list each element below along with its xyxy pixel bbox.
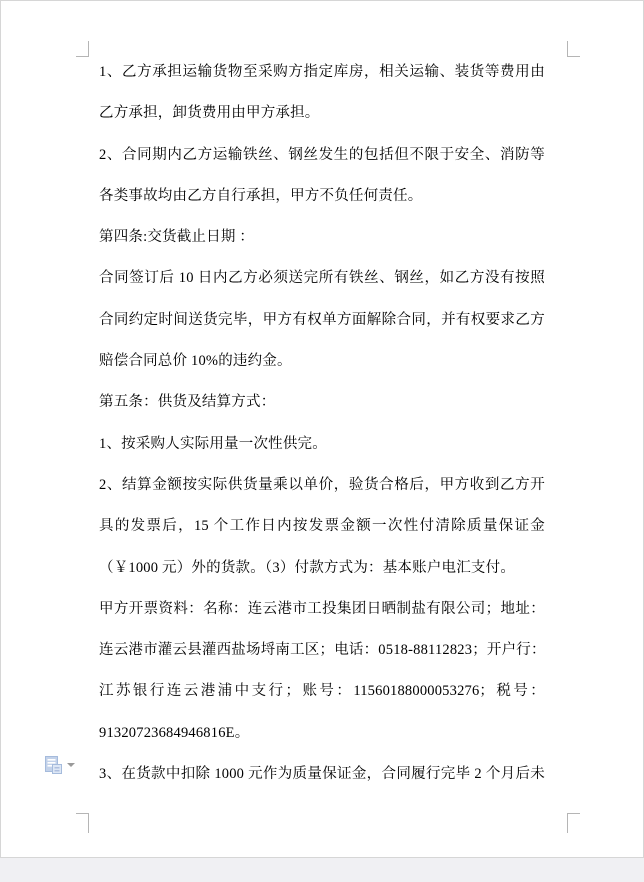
text-line[interactable]: 乙方承担，卸货费用由甲方承担。 [99,105,320,122]
paste-options-button[interactable] [44,754,80,778]
text-line[interactable]: 2、合同期内乙方运输铁丝、钢丝发生的包括但不限于安全、消防等 [99,146,545,163]
text-line[interactable]: 2、结算金额按实际供货量乘以单价，验货合格后，甲方收到乙方开 [99,476,545,493]
clipboard-paste-icon [45,756,64,781]
text-line[interactable]: 甲方开票资料：名称：连云港市工投集团日晒制盐有限公司；地址： [99,600,545,617]
document-text[interactable] [99,52,545,795]
text-line[interactable]: 具的发票后，15 个工作日内按发票金额一次性付清除质量保证金 [99,518,545,535]
text-line[interactable]: 赔偿合同总价 10%的违约金。 [99,353,292,370]
margin-mark-top-left [76,41,89,57]
text-line[interactable]: 1、按采购人实际用量一次性供完。 [99,435,327,452]
text-line[interactable]: 第四条:交货截止日期 ： [99,229,255,246]
text-line[interactable]: 连云港市灌云县灌西盐场埒南工区；电话：0518-88112823；开户行： [99,642,546,659]
text-line[interactable]: 91320723684946816E。 [99,724,250,741]
margin-mark-bottom-left [76,813,89,833]
dropdown-arrow-icon [67,763,75,767]
text-line[interactable]: 第五条：供货及结算方式： [99,394,276,411]
text-line[interactable]: 江苏银行连云港浦中支行；账号：11560188000053276；税号： [99,683,545,700]
text-line[interactable]: （￥1000 元）外的货款。（3）付款方式为：基本账户电汇支付。 [99,559,516,576]
text-line[interactable]: 3、在货款中扣除 1000 元作为质量保证金，合同履行完毕 2 个月后未 [99,766,545,783]
text-line[interactable]: 合同约定时间送货完毕，甲方有权单方面解除合同，并有权要求乙方 [99,311,545,328]
margin-mark-bottom-right [567,813,580,833]
text-line[interactable]: 1、乙方承担运输货物至采购方指定库房，相关运输、装货等费用由 [99,64,545,80]
margin-mark-top-right [567,41,580,57]
text-line[interactable]: 各类事故均由乙方自行承担，甲方不负任何责任。 [99,187,423,204]
text-line[interactable]: 合同签订后 10 日内乙方必须送完所有铁丝、钢丝，如乙方没有按照 [99,270,545,287]
